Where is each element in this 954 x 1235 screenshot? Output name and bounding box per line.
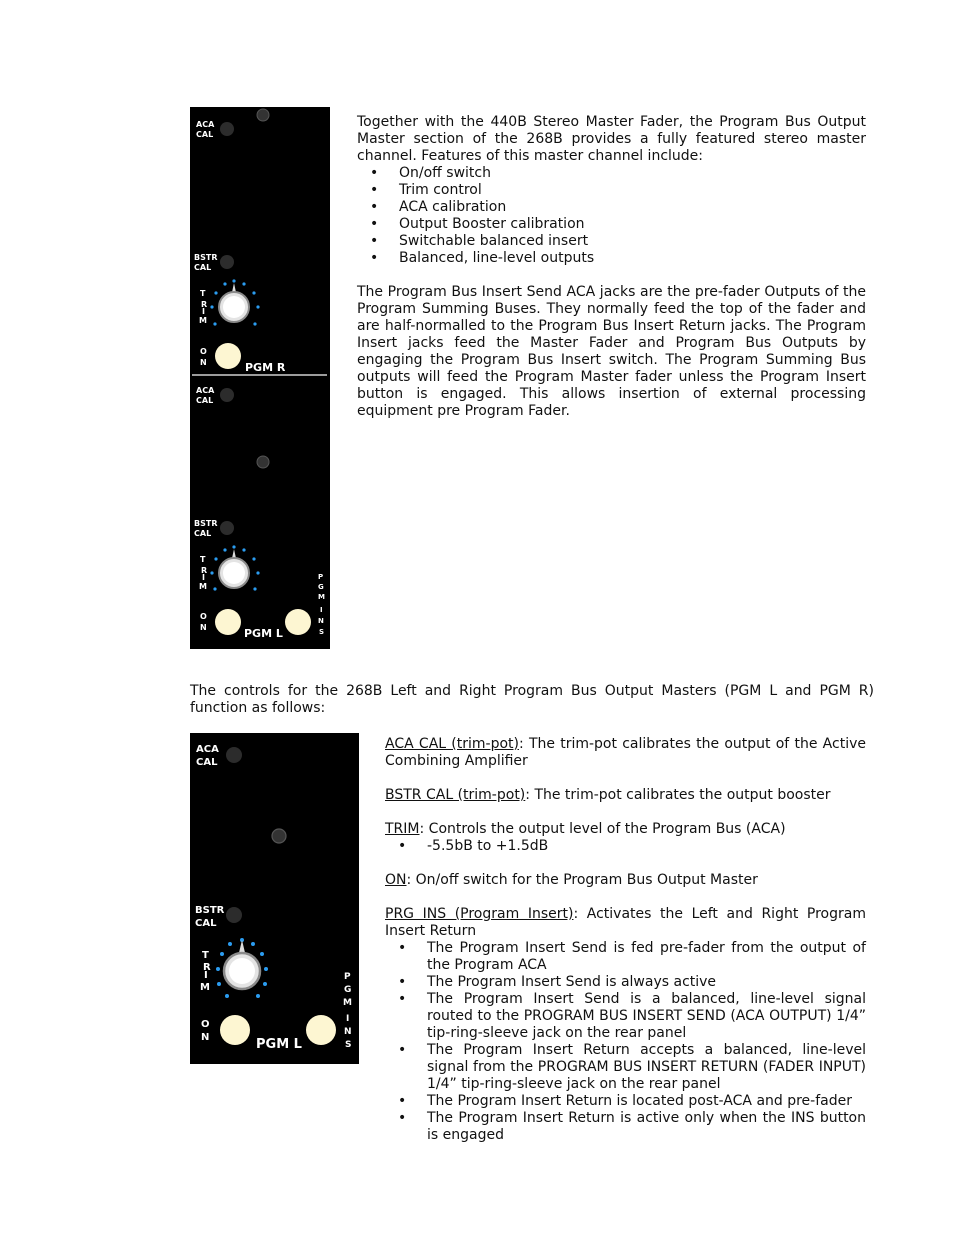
list-item: • -5.5bB to +1.5dB bbox=[385, 838, 866, 855]
on-button[interactable] bbox=[215, 609, 241, 635]
indicator-led bbox=[272, 829, 286, 843]
insert-paragraph: The Program Bus Insert Send ACA jacks are the pre-fader Outputs of the Program Summing Buses. They normally feed the top of the fader and are half-normalled to the Program Bus Insert Return jacks. The Program Insert jacks feed the Master Fader and Program Bus Outputs by engaging the Program Bus Insert switch. The Program Summing Bus outputs will feed the Program Master fader unless the Program Insert button is engaged. This allows insertion of external processing equipment pre Program Fader. bbox=[357, 284, 866, 419]
pgm-ins-letter: P bbox=[344, 972, 351, 982]
pgm-ins-letter: I bbox=[320, 606, 323, 614]
pgm-l-strip bbox=[194, 386, 325, 640]
trim-knob[interactable] bbox=[219, 283, 249, 322]
bstr-term: BSTR CAL (trim-pot) bbox=[385, 787, 526, 803]
trim-term: TRIM bbox=[385, 821, 420, 837]
pgm-l-label: PGM L bbox=[244, 627, 283, 640]
pgm-r-label: PGM R bbox=[245, 361, 286, 374]
controls-text bbox=[385, 736, 866, 1144]
prg-desc: : Activates the Left and Right Program Insert Return bbox=[385, 906, 866, 939]
pgm-ins-letter: I bbox=[346, 1014, 350, 1024]
cal-label: CAL bbox=[196, 757, 218, 768]
list-item: • The Program Insert Send is always active bbox=[385, 974, 866, 991]
bstr-cal-trimpot[interactable] bbox=[220, 521, 234, 535]
aca-label: ACA bbox=[196, 386, 215, 395]
indicator-led bbox=[257, 456, 269, 468]
controls-intro bbox=[190, 683, 874, 717]
pgm-ins-letter: P bbox=[318, 573, 324, 581]
bstr-desc: : The trim-pot calibrates the output booster bbox=[525, 787, 831, 803]
trim-letter: R bbox=[201, 300, 208, 309]
on-letter: O bbox=[200, 347, 207, 356]
pgm-ins-letter: M bbox=[318, 593, 325, 601]
aca-label: ACA bbox=[196, 744, 219, 755]
intro-paragraph: Together with the 440B Stereo Master Fader, the Program Bus Output Master section of the 268B provides a fully featured stereo master channel. Features of this master channel include: bbox=[357, 114, 866, 164]
intro-text bbox=[357, 114, 866, 420]
on-term: ON bbox=[385, 872, 407, 888]
controls-intro-paragraph: The controls for the 268B Left and Right Program Bus Output Masters (PGM L and PGM R) function as follows: bbox=[190, 683, 874, 716]
on-letter: N bbox=[200, 623, 207, 632]
bstr-label: BSTR bbox=[195, 905, 225, 916]
trim-knob[interactable] bbox=[219, 549, 249, 588]
aca-cal-trimpot[interactable] bbox=[220, 122, 234, 136]
trim-letter: R bbox=[201, 566, 208, 575]
trim-letter: T bbox=[200, 555, 206, 564]
ins-button[interactable] bbox=[285, 609, 311, 635]
prg-term: PRG INS (Program Insert) bbox=[385, 906, 574, 922]
on-description bbox=[385, 872, 866, 889]
trim-letter: I bbox=[202, 307, 205, 316]
on-letter: N bbox=[201, 1032, 210, 1043]
list-item: • Output Booster calibration bbox=[357, 216, 866, 233]
pgm-ins-letter: M bbox=[343, 998, 352, 1008]
pgm-ins-letter: N bbox=[318, 617, 324, 625]
prg-list bbox=[385, 940, 866, 1144]
trim-letter: M bbox=[199, 582, 207, 591]
list-item: • ACA calibration bbox=[357, 199, 866, 216]
trim-letter: T bbox=[202, 950, 209, 961]
list-item: • The Program Insert Return is active only when the INS button is engaged bbox=[385, 1110, 866, 1144]
trim-letter: M bbox=[199, 316, 207, 325]
pgm-ins-letter: S bbox=[319, 628, 325, 636]
aca-term: ACA CAL (trim-pot) bbox=[385, 736, 519, 752]
pgm-l-label: PGM L bbox=[256, 1037, 302, 1052]
bstr-label: BSTR bbox=[194, 253, 218, 262]
on-letter: O bbox=[200, 612, 207, 621]
trim-desc: : Controls the output level of the Program Bus (ACA) bbox=[419, 821, 786, 837]
trim-description bbox=[385, 821, 866, 838]
ins-button[interactable] bbox=[306, 1015, 336, 1045]
pgm-ins-letter: G bbox=[344, 985, 352, 995]
indicator-led bbox=[257, 109, 269, 121]
cal-label: CAL bbox=[195, 918, 217, 929]
bstr-cal-trimpot[interactable] bbox=[226, 907, 242, 923]
bstr-description bbox=[385, 787, 866, 804]
on-desc: : On/off switch for the Program Bus Output Master bbox=[406, 872, 758, 888]
features-list bbox=[357, 165, 866, 267]
trim-letter: I bbox=[204, 970, 208, 981]
aca-cal-trimpot[interactable] bbox=[226, 747, 242, 763]
list-item: • The Program Insert Send is fed pre-fader from the output of the Program ACA bbox=[385, 940, 866, 974]
on-button[interactable] bbox=[220, 1015, 250, 1045]
list-item: • On/off switch bbox=[357, 165, 866, 182]
trim-letter: T bbox=[200, 289, 206, 298]
trim-letter: I bbox=[202, 573, 205, 582]
cal-label: CAL bbox=[194, 529, 212, 538]
on-letter: O bbox=[201, 1019, 210, 1030]
list-item: • Trim control bbox=[357, 182, 866, 199]
module-image-detail bbox=[190, 733, 359, 1064]
cal-label: CAL bbox=[194, 263, 212, 272]
bstr-cal-trimpot[interactable] bbox=[220, 255, 234, 269]
pgm-r-strip bbox=[192, 109, 327, 375]
pgm-ins-letter: N bbox=[344, 1027, 352, 1037]
pgm-ins-letter: G bbox=[318, 583, 324, 591]
on-button[interactable] bbox=[215, 343, 241, 369]
trim-list bbox=[385, 838, 866, 855]
cal-label: CAL bbox=[196, 130, 214, 139]
aca-cal-trimpot[interactable] bbox=[220, 388, 234, 402]
cal-label: CAL bbox=[196, 396, 214, 405]
bstr-label: BSTR bbox=[194, 519, 218, 528]
list-item: • The Program Insert Return is located post-ACA and pre-fader bbox=[385, 1093, 866, 1110]
pgm-ins-letter: S bbox=[345, 1040, 352, 1050]
aca-description bbox=[385, 736, 866, 770]
prg-description bbox=[385, 906, 866, 940]
trim-letter: M bbox=[200, 982, 210, 993]
module-image-top bbox=[190, 107, 330, 649]
trim-letter: R bbox=[203, 962, 211, 973]
on-letter: N bbox=[200, 358, 207, 367]
list-item: • The Program Insert Return accepts a balanced, line-level signal from the PROGRAM BUS INSERT RETURN (FADER INPUT) 1/4” tip-ring-sleeve jack on the rear panel bbox=[385, 1042, 866, 1093]
list-item: • Switchable balanced insert bbox=[357, 233, 866, 250]
trim-knob[interactable] bbox=[224, 940, 260, 989]
list-item: • The Program Insert Send is a balanced, line-level signal routed to the PROGRAM BUS INSERT SEND (ACA OUTPUT) 1/4” tip-ring-sleeve jack on the rear panel bbox=[385, 991, 866, 1042]
list-item: • Balanced, line-level outputs bbox=[357, 250, 866, 267]
aca-label: ACA bbox=[196, 120, 215, 129]
aca-desc: : The trim-pot calibrates the output of the Active Combining Amplifier bbox=[385, 736, 866, 769]
